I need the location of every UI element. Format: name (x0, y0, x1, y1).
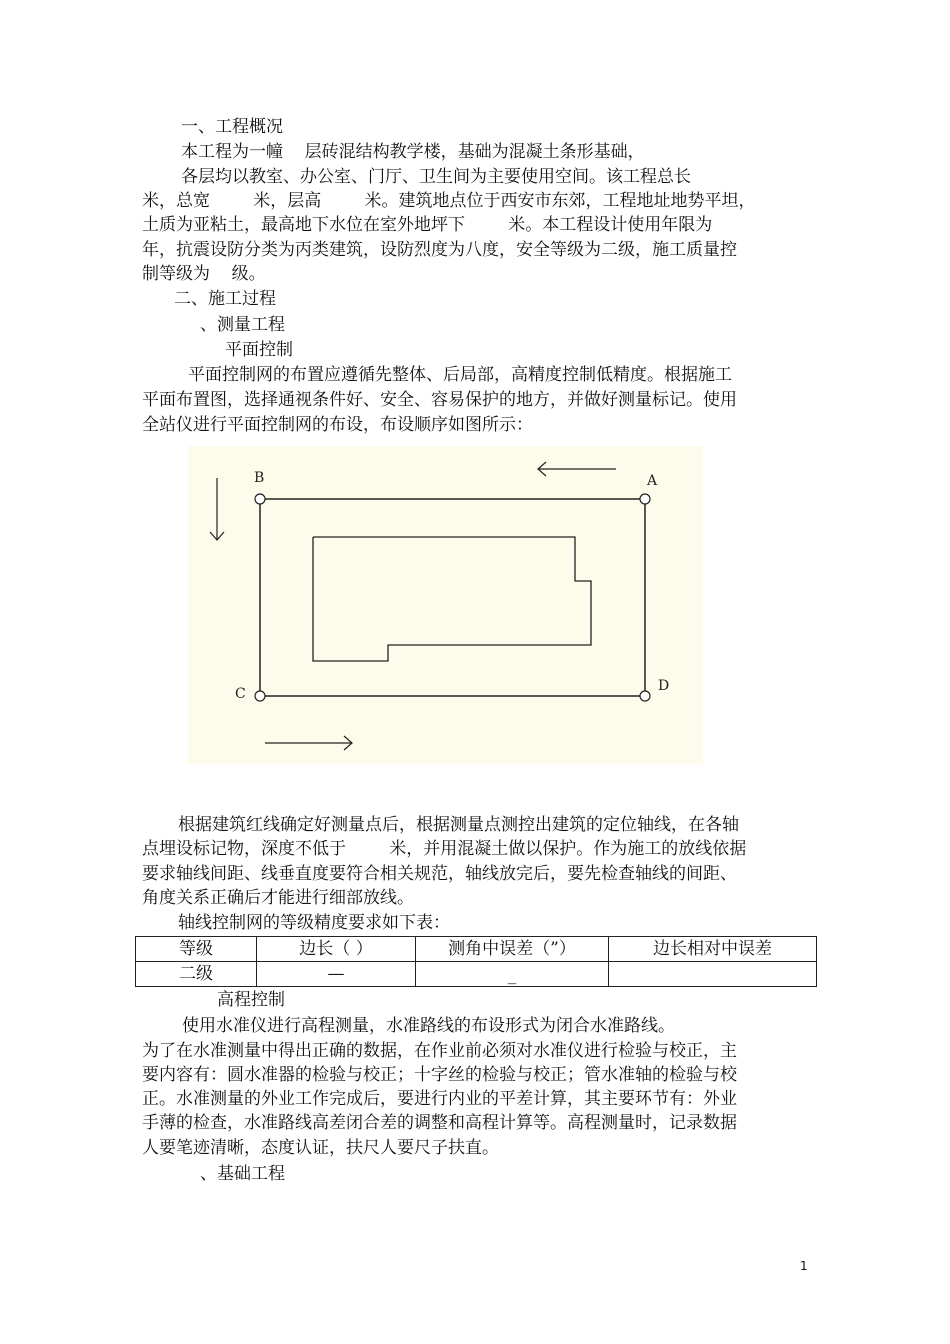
table-header-cell: 边长（ ） (257, 937, 416, 962)
subsection-title: 高程控制 (217, 990, 285, 1010)
point-d-marker (640, 691, 650, 701)
control-network-diagram (188, 446, 703, 764)
paragraph-line: 年，抗震设防分类为丙类建筑，设防烈度为八度，安全等级为二级，施工质量控 (142, 240, 737, 260)
section-2-title: 二、施工过程 (174, 289, 276, 309)
paragraph-line: 要求轴线间距、线垂直度要符合相关规范，轴线放完后，要先检查轴线的间距、 (142, 864, 737, 884)
table-cell: 二级 (136, 962, 257, 987)
table-cell: — (257, 962, 416, 987)
paragraph-line: 制等级为 级。 (142, 264, 266, 284)
table-header-cell: 边长相对中误差 (609, 937, 817, 962)
table-header-cell: 测角中误差（”） (416, 937, 609, 962)
paragraph-line: 米，总宽 米，层高 米。建筑地点位于西安市东郊，工程地址地势平坦， (142, 191, 756, 211)
paragraph-line: 轴线控制网的等级精度要求如下表： (178, 913, 450, 933)
paragraph-line: 土质为亚粘土，最高地下水位在室外地坪下 米。本工程设计使用年限为 (142, 215, 713, 235)
control-boundary (260, 499, 645, 696)
section-1-title: 一、工程概况 (181, 117, 283, 137)
table-header-row (136, 937, 817, 962)
point-c-label: C (235, 686, 246, 702)
paragraph-line: 各层均以教室、办公室、门厅、卫生间为主要使用空间。该工程总长 (181, 167, 691, 187)
table-header-cell: 等级 (136, 937, 257, 962)
point-a-label: A (647, 473, 658, 489)
subsection-title: 、测量工程 (200, 315, 285, 335)
paragraph-line: 使用水准仪进行高程测量，水准路线的布设形式为闭合水准路线。 (182, 1016, 675, 1036)
paragraph-line: 点埋设标记物，深度不低于 米，并用混凝土做以保护。作为施工的放线依据 (142, 839, 747, 859)
table-row (136, 962, 817, 987)
point-b-marker (255, 494, 265, 504)
point-c-marker (255, 691, 265, 701)
point-d-label: D (658, 678, 670, 694)
point-a-marker (640, 494, 650, 504)
control-network-svg (188, 446, 703, 764)
subsection-title: 、基础工程 (200, 1164, 285, 1184)
table-cell: _ (416, 962, 609, 987)
paragraph-line: 角度关系正确后才能进行细部放线。 (142, 888, 414, 908)
subsection-title: 平面控制 (225, 340, 293, 360)
paragraph-line: 平面布置图，选择通视条件好、安全、容易保护的地方，并做好测量标记。使用 (142, 390, 737, 410)
point-b-label: B (254, 470, 265, 486)
paragraph-line: 全站仪进行平面控制网的布设，布设顺序如图所示： (142, 415, 533, 435)
building-outline (313, 537, 591, 661)
precision-table (135, 936, 817, 987)
paragraph-line: 要内容有：圆水准器的检验与校正；十字丝的检验与校正；管水准轴的检验与校 (142, 1065, 737, 1085)
table-cell (609, 962, 817, 987)
paragraph-line: 平面控制网的布置应遵循先整体、后局部，高精度控制低精度。根据施工 (188, 365, 732, 385)
paragraph-line: 人要笔迹清晰，态度认证，扶尺人要尺子扶直。 (142, 1138, 499, 1158)
paragraph-line: 本工程为一幢 层砖混结构教学楼，基础为混凝土条形基础， (181, 142, 645, 162)
paragraph-line: 为了在水准测量中得出正确的数据，在作业前必须对水准仪进行检验与校正，主 (142, 1041, 737, 1061)
page-number: 1 (800, 1259, 808, 1273)
paragraph-line: 正。水准测量的外业工作完成后，要进行内业的平差计算，其主要环节有：外业 (142, 1089, 737, 1109)
paragraph-line: 手薄的检查，水准路线高差闭合差的调整和高程计算等。高程测量时，记录数据 (142, 1113, 737, 1133)
paragraph-line: 根据建筑红线确定好测量点后，根据测量点测控出建筑的定位轴线，在各轴 (178, 815, 739, 835)
